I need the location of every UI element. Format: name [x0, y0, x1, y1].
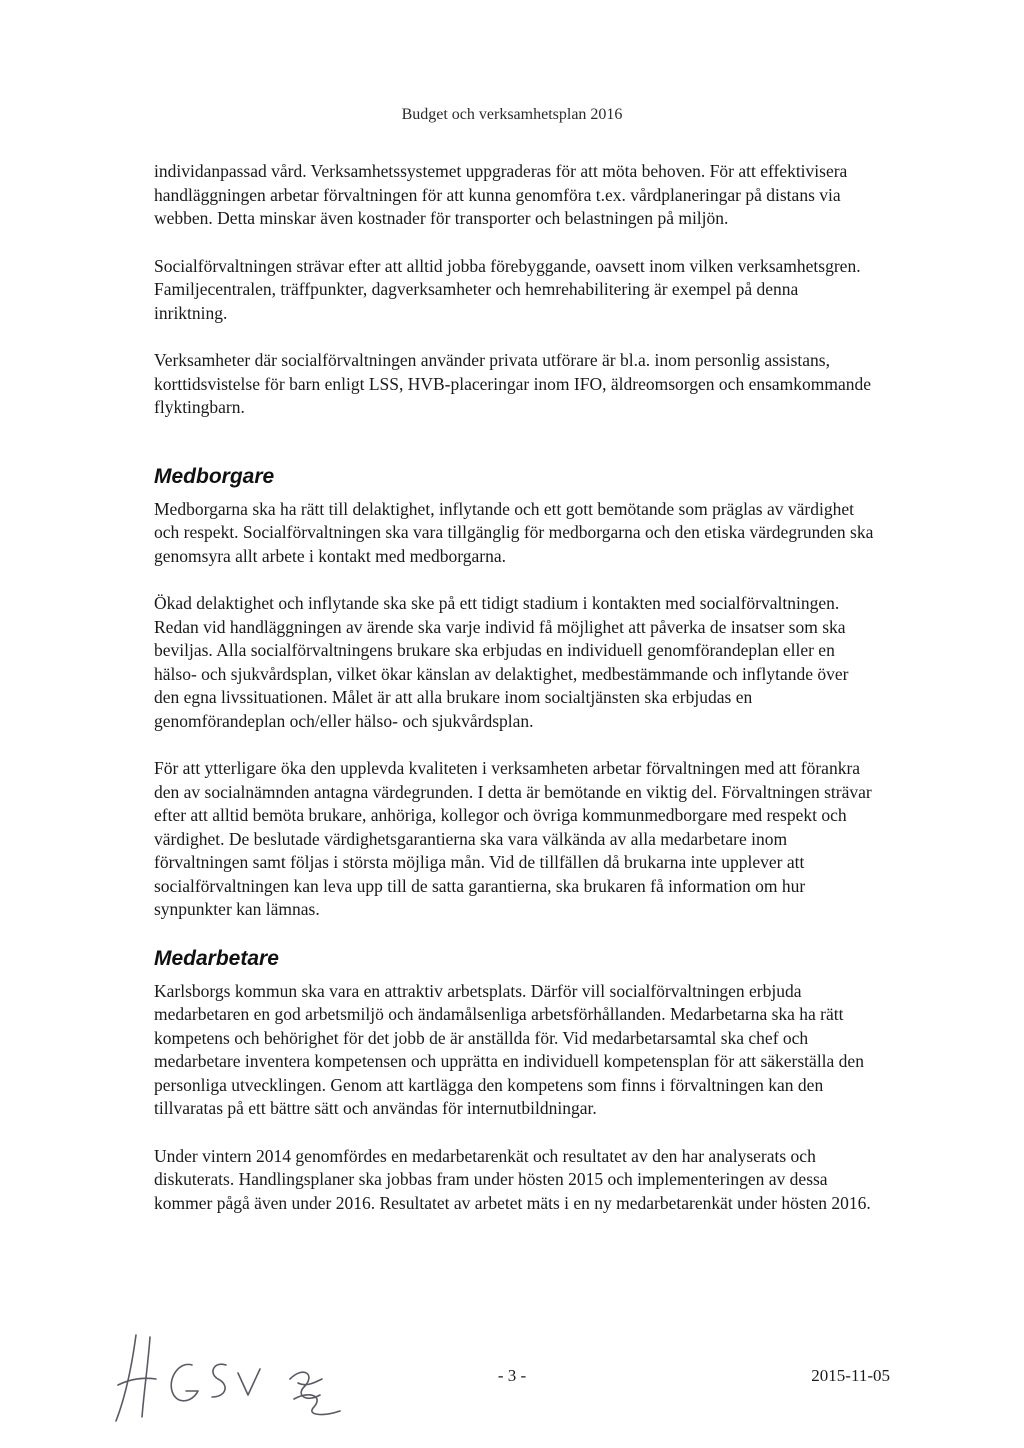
footer-date: 2015-11-05: [811, 1366, 890, 1385]
section-heading-medborgare: Medborgare: [154, 464, 275, 488]
section-heading-medarbetare: Medarbetare: [154, 946, 279, 970]
intro-paragraph-2: Socialförvaltningen strävar efter att alltid jobba förebyggande, oavsett inom vilken verksamhetsgren. Familjecentralen, träffpunkter, dagverksamheter och hemrehabilitering är exempel på denna inriktning.: [154, 255, 861, 323]
medarbetare-paragraph-2: Under vintern 2014 genomfördes en medarbetarenkät och resultatet av den har analyserats och diskuterats. Handlingsplaner ska jobbas fram under hösten 2015 och implementeringen av dessa kommer pågå även under 2016. Resultatet av arbetet mäts i en ny medarbetarenkät under hösten 2016.: [154, 1145, 871, 1213]
medborgare-paragraph-3: För att ytterligare öka den upplevda kvaliteten i verksamheten arbetar förvaltningen med att förankra den av socialnämnden antagna värdegrunden. I detta är bemötande en viktig del. Förvaltningen strävar efter att alltid bemöta brukare, anhöriga, kollegor och övriga kommunmedborgare med respekt och värdighet. De beslutade värdighetsgarantierna ska vara välkända av alla medarbetare inom förvaltningen samt följas i största möjliga mån. Vid de tillfällen då brukarna inte upplever att socialförvaltningen kan leva upp till de satta garantierna, ska brukaren få information om hur synpunkter kan lämnas.: [154, 758, 872, 919]
page-content: [154, 160, 874, 1239]
intro-paragraph-1: individanpassad vård. Verksamhetssystemet uppgraderas för att möta behoven. För att effektivisera handläggningen arbetar förvaltningen för att kunna genomföra t.ex. vårdplaneringar på distans via webben. Detta minskar även kostnader för transporter och belastningen på miljön.: [154, 161, 848, 228]
intro-paragraph-3: Verksamheter där socialförvaltningen använder privata utförare är bl.a. inom personlig assistans, korttidsvistelse för barn enligt LSS, HVB-placeringar inom IFO, äldreomsorgen och ensamkommande flyktingbarn.: [154, 350, 872, 417]
page-number: - 3 -: [497, 1366, 527, 1385]
medarbetare-paragraph-1: Karlsborgs kommun ska vara en attraktiv arbetsplats. Därför vill socialförvaltningen erbjuda medarbetaren en god arbetsmiljö och ändamålsenliga arbetsförhållanden. Medarbetarna ska ha rätt kompetens och behörighet för det jobb de är anställda för. Vid medarbetarsamtal ska chef och medarbetare inventera kompetensen och upprätta en individuell kompetensplan för att säkerställa den personliga utvecklingen. Genom att kartlägga den kompetens som finns i förvaltningen kan den tillvaratas på ett bättre sätt och användas för internutbildningar.: [154, 980, 864, 1118]
medborgare-paragraph-1: Medborgarna ska ha rätt till delaktighet, inflytande och ett gott bemötande som präglas av värdighet och respekt. Socialförvaltningen ska vara tillgänglig för medborgarna och den etiska värdegrunden ska genomsyra allt arbete i kontakt med medborgarna.: [154, 498, 874, 566]
handwritten-initials-signature: [108, 1325, 358, 1425]
medborgare-paragraph-2: Ökad delaktighet och inflytande ska ske på ett tidigt stadium i kontakten med socialförvaltningen. Redan vid handläggningen av ärende ska varje individ få möjlighet att påverka de insatser som ska beviljas. Alla socialförvaltningens brukare ska erbjudas en individuell genomförandeplan eller en hälso- och sjukvårdsplan, vilket ökar känslan av delaktighet, medbestämmande och inflytande över den egna livssituationen. Målet är att alla brukare inom socialtjänsten ska erbjudas en genomförandeplan och/eller hälso- och sjukvårdsplan.: [154, 593, 849, 731]
running-header: Budget och verksamhetsplan 2016: [401, 106, 623, 123]
